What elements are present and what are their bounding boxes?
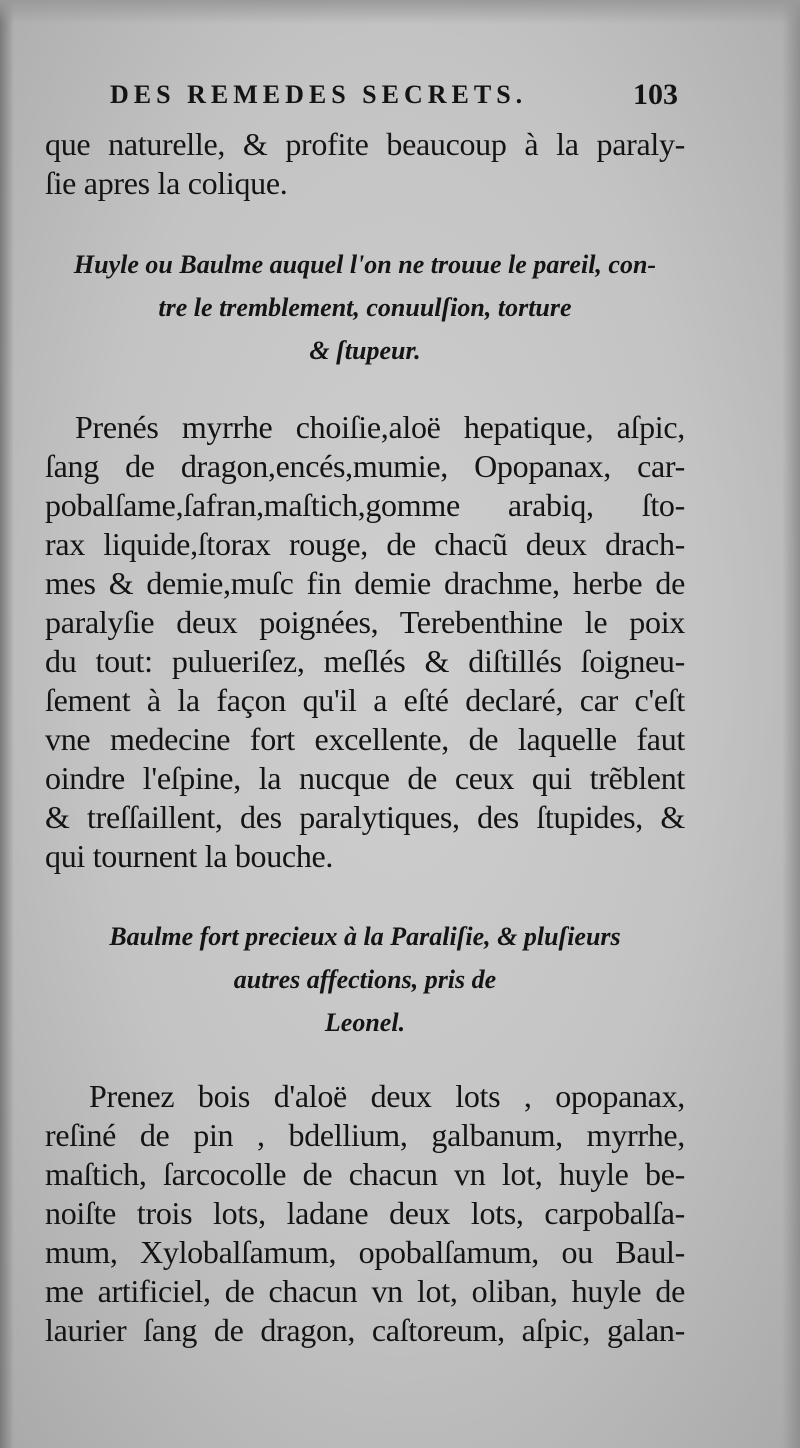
text-line: noiſte trois lots, ladane deux lots, carpobalſa- [45,1195,685,1231]
text-line: que naturelle, & profite beaucoup à la paraly- [45,126,685,162]
text-line: & treſſaillent, des paralytiques, des ſtupides, & [45,799,685,835]
text-line: paralyſie deux poignées, Terebenthine le poix [45,604,685,640]
text-line: maſtich, ſarcocolle de chacun vn lot, huyle be- [45,1156,685,1192]
heading-line: Baulme fort precieux à la Paraliſie, & pluſieurs [109,922,621,951]
text-line: ſie apres la colique. [45,165,288,201]
text-line: du tout: pulueriſez, meſlés & diſtillés ſoigneu- [45,643,685,679]
text-line: reſiné de pin , bdellium, galbanum, myrrhe, [45,1117,685,1153]
text-line: me artificiel, de chacun vn lot, oliban, huyle de [45,1273,685,1309]
heading-line: Huyle ou Baulme auquel l'on ne trouue le pareil, con- [73,250,657,279]
text-line: qui tournent la bouche. [45,838,334,874]
page-shadow-top [0,0,800,24]
continuation-paragraph [45,125,685,203]
heading-line: autres affections, pris de [233,965,497,994]
text-line: mes & demie,muſc fin demie drachme, herbe de [45,565,685,601]
text-line: Prenés myrrhe choiſie,aloë hepatique, aſpic, [75,409,685,445]
text-line: ſement à la façon qu'il a eſté declaré, car c'eſt [45,682,685,718]
text-line: ſang de dragon,encés,mumie, Opopanax, car- [45,448,685,484]
paragraph-huyle-recipe [45,408,685,876]
text-line: laurier ſang de dragon, caſtoreum, aſpic, galan- [45,1312,685,1348]
text-line: vne medecine fort excellente, de laquelle faut [45,721,685,757]
heading-line: tre le tremblement, conuulſion, torture [158,293,572,322]
running-head [110,78,678,120]
section-heading-baulme [40,915,690,1044]
running-title: DES REMEDES SECRETS. [110,80,528,109]
page-shadow-left [0,0,14,1448]
text-line: pobalſame,ſafran,maſtich,gomme arabiq, ſto- [45,487,685,523]
text-line: Prenez bois d'aloë deux lots , opopanax, [89,1078,685,1114]
page-shadow-right [782,0,800,1448]
section-heading-huyle [40,243,690,372]
text-line: oindre l'eſpine, la nucque de ceux qui trẽblent [45,760,685,796]
heading-line: Leonel. [324,1008,406,1037]
text-line: rax liquide,ſtorax rouge, de chacũ deux drach- [45,526,685,562]
text-line: mum, Xylobalſamum, opobalſamum, ou Baul- [45,1234,685,1270]
heading-line: & ſtupeur. [309,336,421,365]
page-number: 103 [633,78,678,111]
paragraph-baulme-recipe [45,1077,685,1350]
